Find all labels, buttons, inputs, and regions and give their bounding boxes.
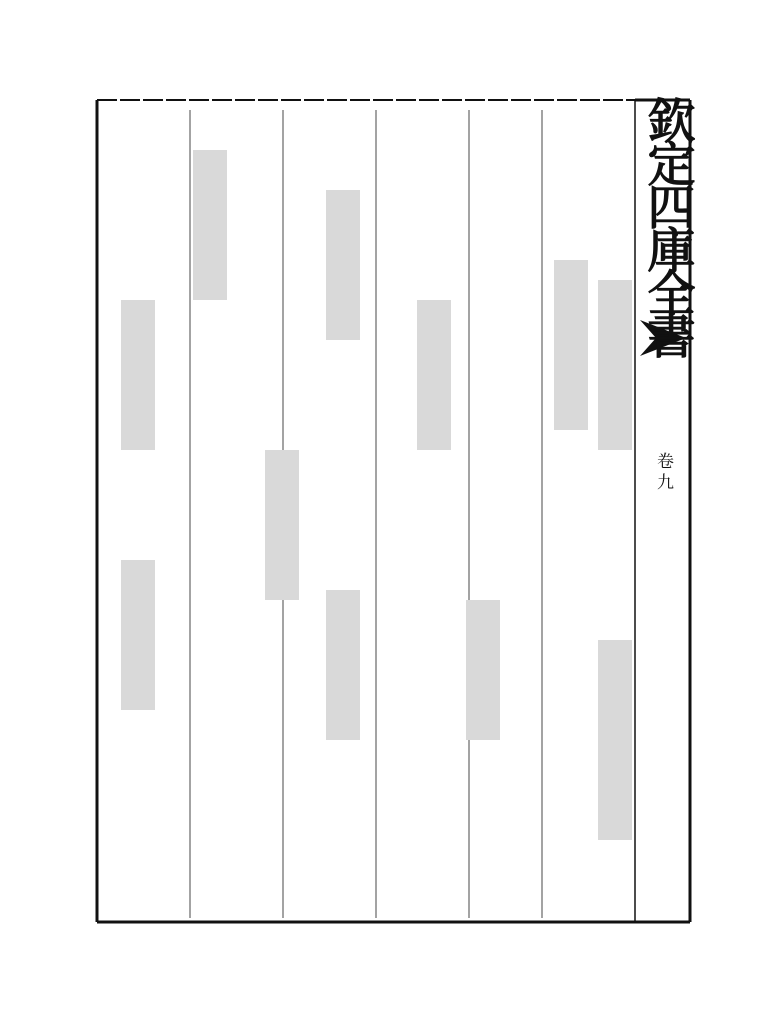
collection-title: 欽定四庫全書: [639, 96, 695, 354]
juan-marker: 卷九: [653, 452, 673, 494]
column-dividers: [190, 110, 542, 918]
